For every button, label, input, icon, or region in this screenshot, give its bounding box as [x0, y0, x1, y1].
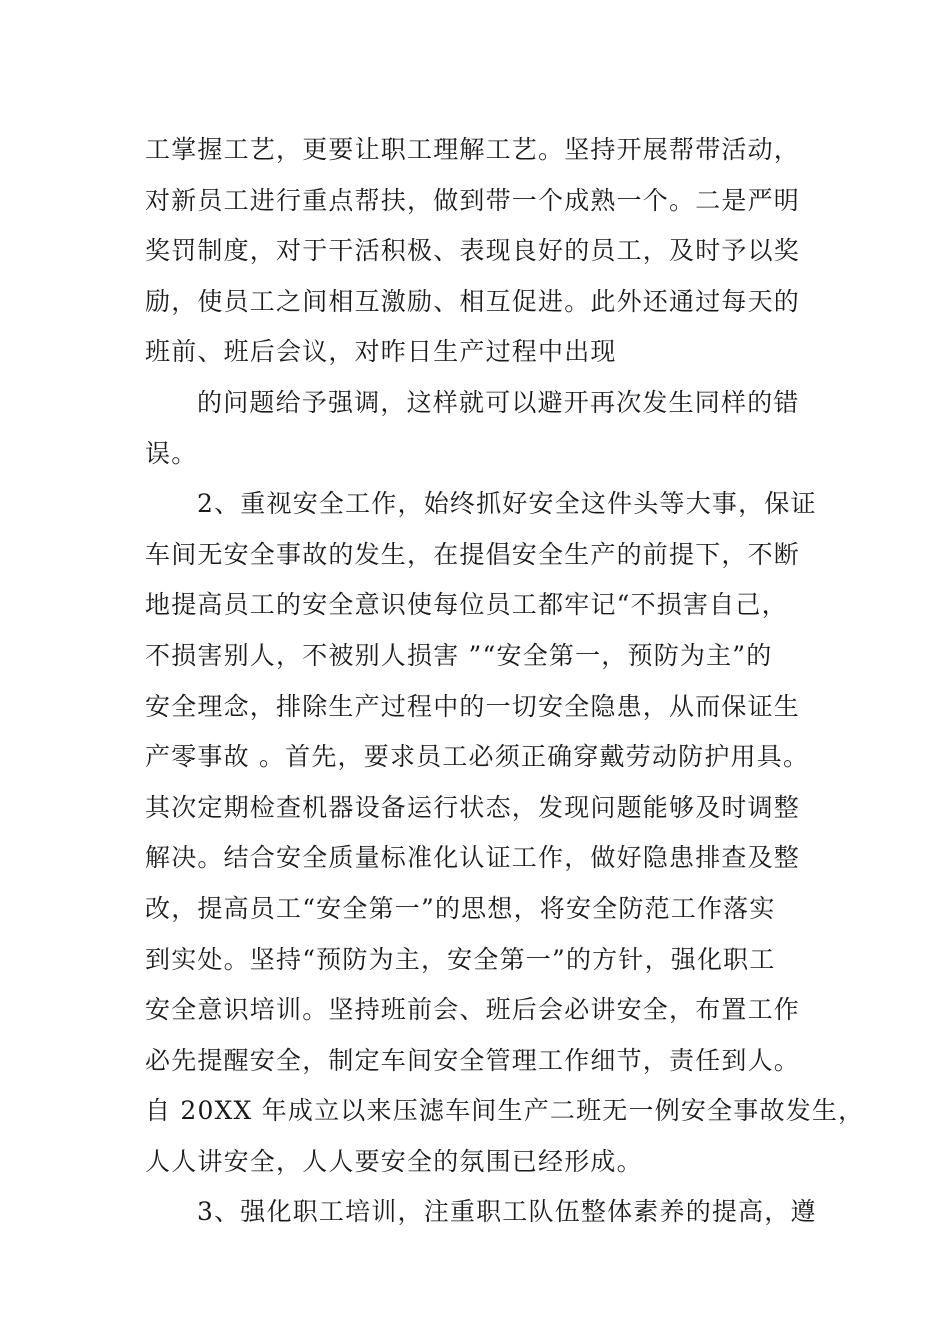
- text-line-17: 到实处。坚持“预防为主，安全第一”的方针，强化职工: [145, 944, 776, 974]
- text-line-13: 产零事故 。首先，要求员工必须正确穿戴劳动防护用具。: [145, 742, 810, 772]
- text-line-12: 安全理念，排除生产过程中的一切安全隐患，从而保证生: [145, 691, 801, 721]
- text-line-6: 的问题给予强调，这样就可以避开再次发生同样的错: [197, 387, 800, 417]
- text-line-19: 必先提醒安全，制定车间安全管理工作细节，责任到人。: [145, 1045, 801, 1075]
- text-line-16: 改，提高员工“安全第一”的思想，将安全防范工作落实: [145, 893, 776, 923]
- text-line-7: 误。: [145, 438, 198, 468]
- text-line-20: 自 20XX 年成立以来压滤车间生产二班无一例安全事故发生，: [145, 1096, 865, 1126]
- text-line-11: 不损害别人，不被别人损害 ”“安全第一，预防为主”的: [145, 640, 773, 670]
- text-line-8: 2、重视安全工作，始终抓好安全这件头等大事，保证: [197, 489, 817, 519]
- text-line-9: 车间无安全事故的发生，在提倡安全生产的前提下，不断: [145, 539, 801, 569]
- text-line-10: 地提高员工的安全意识使每位员工都牢记“不损害自己，: [145, 590, 788, 620]
- document-body: [145, 125, 865, 1238]
- text-line-5: 班前、班后会议，对昨日生产过程中出现: [145, 337, 617, 367]
- text-line-14: 其次定期检查机器设备运行状态，发现问题能够及时调整: [145, 792, 801, 822]
- text-line-18: 安全意识培训。坚持班前会、班后会必讲安全，布置工作: [145, 995, 801, 1025]
- text-line-21: 人人讲安全，人人要安全的氛围已经形成。: [145, 1146, 643, 1176]
- text-line-3: 奖罚制度，对于干活积极、表现良好的员工，及时予以奖: [145, 236, 801, 266]
- text-line-1: 工掌握工艺，更要让职工理解工艺。坚持开展帮带活动，: [145, 135, 801, 164]
- text-line-2: 对新员工进行重点帮扶，做到带一个成熟一个。二是严明: [145, 185, 801, 215]
- text-line-22: 3、强化职工培训，注重职工队伍整体素养的提高，遵: [197, 1197, 817, 1227]
- text-line-15: 解决。结合安全质量标准化认证工作，做好隐患排查及整: [145, 843, 801, 873]
- text-line-4: 励，使员工之间相互激励、相互促进。此外还通过每天的: [145, 286, 801, 316]
